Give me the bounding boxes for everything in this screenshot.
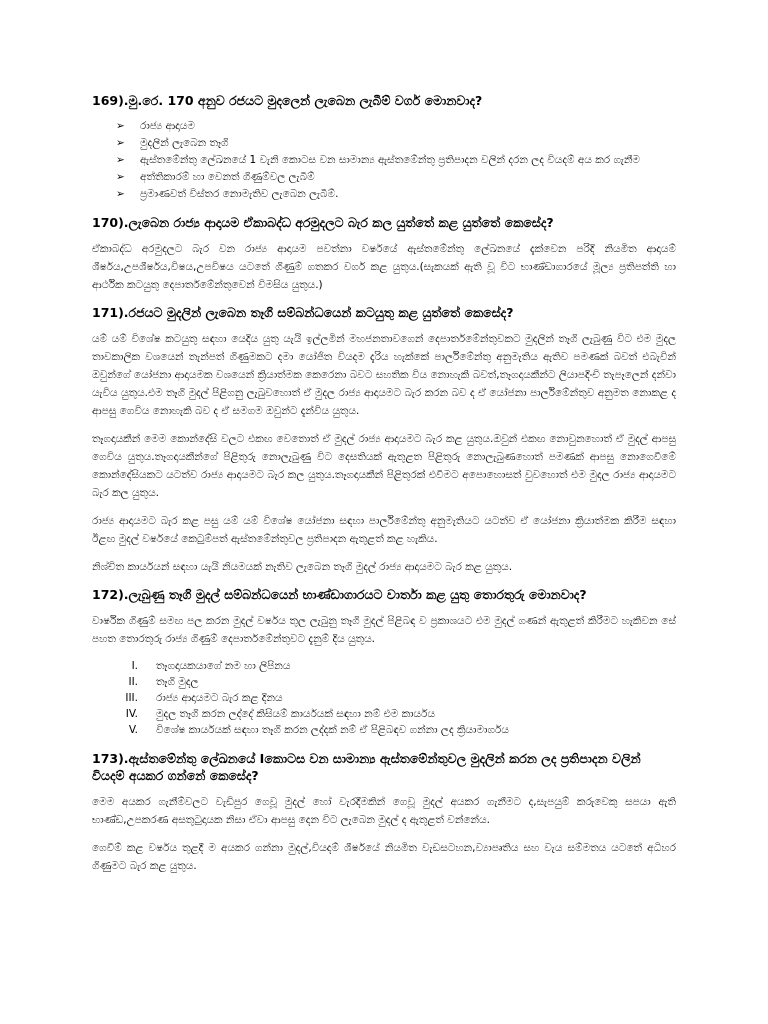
answer-paragraph: වාර්ෂික ගිණුම් සමඟ පල කරන මුදල් වර්ෂය තුල ලැබුනු තෑගි මුදල් පිළිබඳ ව ප්‍රකාශයට එම මුදල් ගණන් ඇතුළත් කිරීමට හැකිවන සේ පහත තොරතුරු රාජ්‍ය ගිණුම් දෙපාර්තමේන්තුවට දැනුම් දිය යුතුය. — [92, 615, 676, 645]
arrow-bullet-icon: ➢ — [116, 188, 125, 200]
answer-paragraph: රාජ්‍ය ආදායමට බැර කළ පසු යම් යම් විශේෂ යෝජනා සඳහා පාර්ලිමේන්තු අනුමැතියට යටත්ව ඒ යෝජනා ක්‍රියාත්මක කිරීම සඳහා ඊළඟ මුදල් වර්ෂයේ කෙටුම්පත් ඇස්තමේන්තුවල ප්‍රතිපාදන ඇතුළත් කළ හැකිය. — [92, 515, 676, 545]
answer-paragraph: යම් යම් විශේෂ කටයුතු සඳහා යෙදිය යුතු යැයි ඉල්ලමින් මහජනතාවගෙන් දෙපාර්තමේන්තුවකට මුදලින් තෑගි ලැබුණු විට එම මුදල තාවකාලික වශයෙන් තැන්පත් ගිණුමකට දමා යෝජිත වියදම දැරිය හැක්කේ පාර්ලිමේන්තු අනුමැතිය ඇතිව පමණක් බවත් එබැවින් ඔවුන්ගේ යෝජනා ආදායමක වශයෙන් ක්‍රියාත්මක කෙරෙනා බවට සහතික විය නොහැකි බවත්,තෑගදායකීන්ට ලියාපදිංචි තැපෑලෙන් දන්වා යැවිය යුතුය.එම තෑගි මුදල් පිළිගනු ලැබුවහොත් ඒ මුදල රාජ්‍ය ආදායමට බැර කරන බව ද ඒ යෝජනා පාර්ලිමේන්තුව අනුමත නොකළ ද ආපසු ගෙවිය නොහැකි බව ද ඒ සමගම ඔවුන්ට දැන්විය යුතුය. — [92, 333, 676, 417]
answer-paragraph: ඒකාබද්ධ අරමුදලට බැර වන රාජ්‍ය ආදායම පවත්නා වර්ෂයේ ඇස්තමේන්තු ලේඛනයේ දැක්වෙන පරිදි නියමිත ආදායම් ශීර්ෂය,උපශීර්ෂය,විෂය,උපවිෂය යටතේ ගිණුම් ගතකර වර්ග කළ යුතුය.(සැකයක් ඇති වූ විට භාණ්ඩාගාරයේ මූල්‍ය ප්‍රතිපත්ති හා ආර්ථික කටයුතු දෙපාර්තමේන්තුවෙන් විමසිය යුතුය.) — [92, 243, 676, 291]
question-172-title: 172).ලැබුණු තෑගි මුදල් සම්බන්ධයෙන් භාණ්ඩාගාරයට වාර්තා කළ යුතු තොරතුරු මොනවාද? — [92, 587, 587, 602]
arrow-bullet-icon: ➢ — [116, 171, 125, 183]
question-169-list — [92, 118, 676, 202]
answer-paragraph: තෑගදායකීන් මෙම කොන්දේසි වලට එකඟ වෙතොත් ඒ මුදල් රාජ්‍ය ආදායමට බැර කළ යුතුය.ඔවුන් එකඟ නොවුනහොත් ඒ මුදල් ආපසු ගෙවිය යුතුය.තෑගදායකීන්ගේ පිළිතුරු නොලැබුණු විට දෙසතියක් ඇතුළත පිළිතුරු නොලැබුණහොත් පමණක් ආපසු නොගෙවීමේ කොන්දේසියකට යටත්ව රාජ්‍ය ආදායමට බැර කල යුතුය.තෑගදායකීන් පිළිතුරක් එවීමට අපොහොසත් වුවහොත් එම මුදල රාජ්‍ය ආදායමට බැර කල යුතුය. — [92, 433, 676, 499]
question-170-title: 170).ලැබෙන රාජ්‍ය ආදායම ඒකාබද්ධ අරමුදලට බැර කල යුත්තේ කළ යුත්තේ කෙසේද? — [92, 215, 554, 230]
list-item: III. රාජ්‍ය ආදායමට බැර කළ දිනය — [125, 692, 283, 704]
answer-paragraph: මෙම අයකර ගැනීම්වලට වැඩිපුර ගෙවූ මුදල් හෝ වැරදීමකින් ගෙවූ මුදල් අයකර ගැනීමට ද,සැපයුම් කරුවෙකු සපයා ඇති භාණ්ඩ,උපකරණ අසතුටුදායක නිසා ඒවා ආපසු දෙන විට ලැබෙන මුදල් ද ඇතුළත් වන්නේය. — [92, 796, 676, 826]
list-item: ➢ මුදලින් ලැබෙන තෑගි — [116, 137, 229, 149]
list-item: I. තෑගදායකයාගේ නම හා ලිපිනය — [131, 660, 291, 672]
question-171-title: 171).රජයට මුදලින් ලැබෙන තෑගි සම්බන්ධයෙන් කටයුතු කළ යුත්තේ කෙසේද? — [92, 305, 514, 320]
list-item: ➢ අත්තිකාරම් හා වෙනත් ගිණුම්වල ලැබීම් — [116, 171, 315, 183]
list-item: V. විශේෂ කාර්යයක් සඳහා තෑගි කරන ලද්දක් නම් ඒ පිළිබඳව ගන්නා ලද ක්‍රියාමාර්ගය — [128, 724, 509, 736]
answer-paragraph: නිශ්චිත කාර්යයන් සඳහා යැයි නියමයක් නැතිව ලැබෙන තෑගි මුදල් රාජ්‍ය ආදායමට බැර කළ යුතුය. — [92, 561, 513, 573]
list-item: IV. මුදල තෑගි කරන ලද්දේ කිසියම් කාර්යයක් සඳහා නම් එම කාර්යය — [125, 708, 436, 720]
question-169-title: 169).මු.රෙ. 170 අනුව රජයට මුදලෙන් ලැබෙන ලැබීම් වර්ග මොනවාද? — [92, 93, 483, 108]
list-item: ➢ ඇස්තමේන්තු ලේඛනයේ 1 වැනි කොටස වන සාමාන්‍ය ඇස්තමේන්තු ප්‍රතිපාදන වලින් දරන ලද වියදම් අය කර ගැනීම — [116, 154, 640, 166]
list-item: II. තෑගි මුදල — [128, 676, 199, 688]
arrow-bullet-icon: ➢ — [116, 137, 125, 149]
arrow-bullet-icon: ➢ — [116, 154, 125, 166]
list-item: ➢ රාජ්‍ය ආදායම — [116, 120, 195, 132]
list-item: ➢ ප්‍රමාණවත් විස්තර නොමැතිව ලැබෙන ලැබීම්. — [116, 188, 339, 200]
question-173-title: 173).ඇස්තමේන්තු ලේඛනයේ Iකොටස වන සාමාන්‍ය ඇස්තමේන්තුවල මුදලින් කරන ලද ප්‍රතිපාදන වලින් වියදම් අයකර ගන්නේ කෙසේද? — [92, 751, 641, 783]
question-172-list — [92, 658, 676, 738]
answer-paragraph: ගෙවීම් කළ වර්ෂය තුළදී ම අයකර ගන්නා මුදල්,වියදම් ශීර්ෂයේ නියමිත වැඩසටහන,ව්‍යාපෘතිය සහ වැය සම්මතය යටතේ අධිහර ගිණුමට බැර කළ යුතුය. — [92, 842, 676, 872]
arrow-bullet-icon: ➢ — [116, 120, 125, 132]
